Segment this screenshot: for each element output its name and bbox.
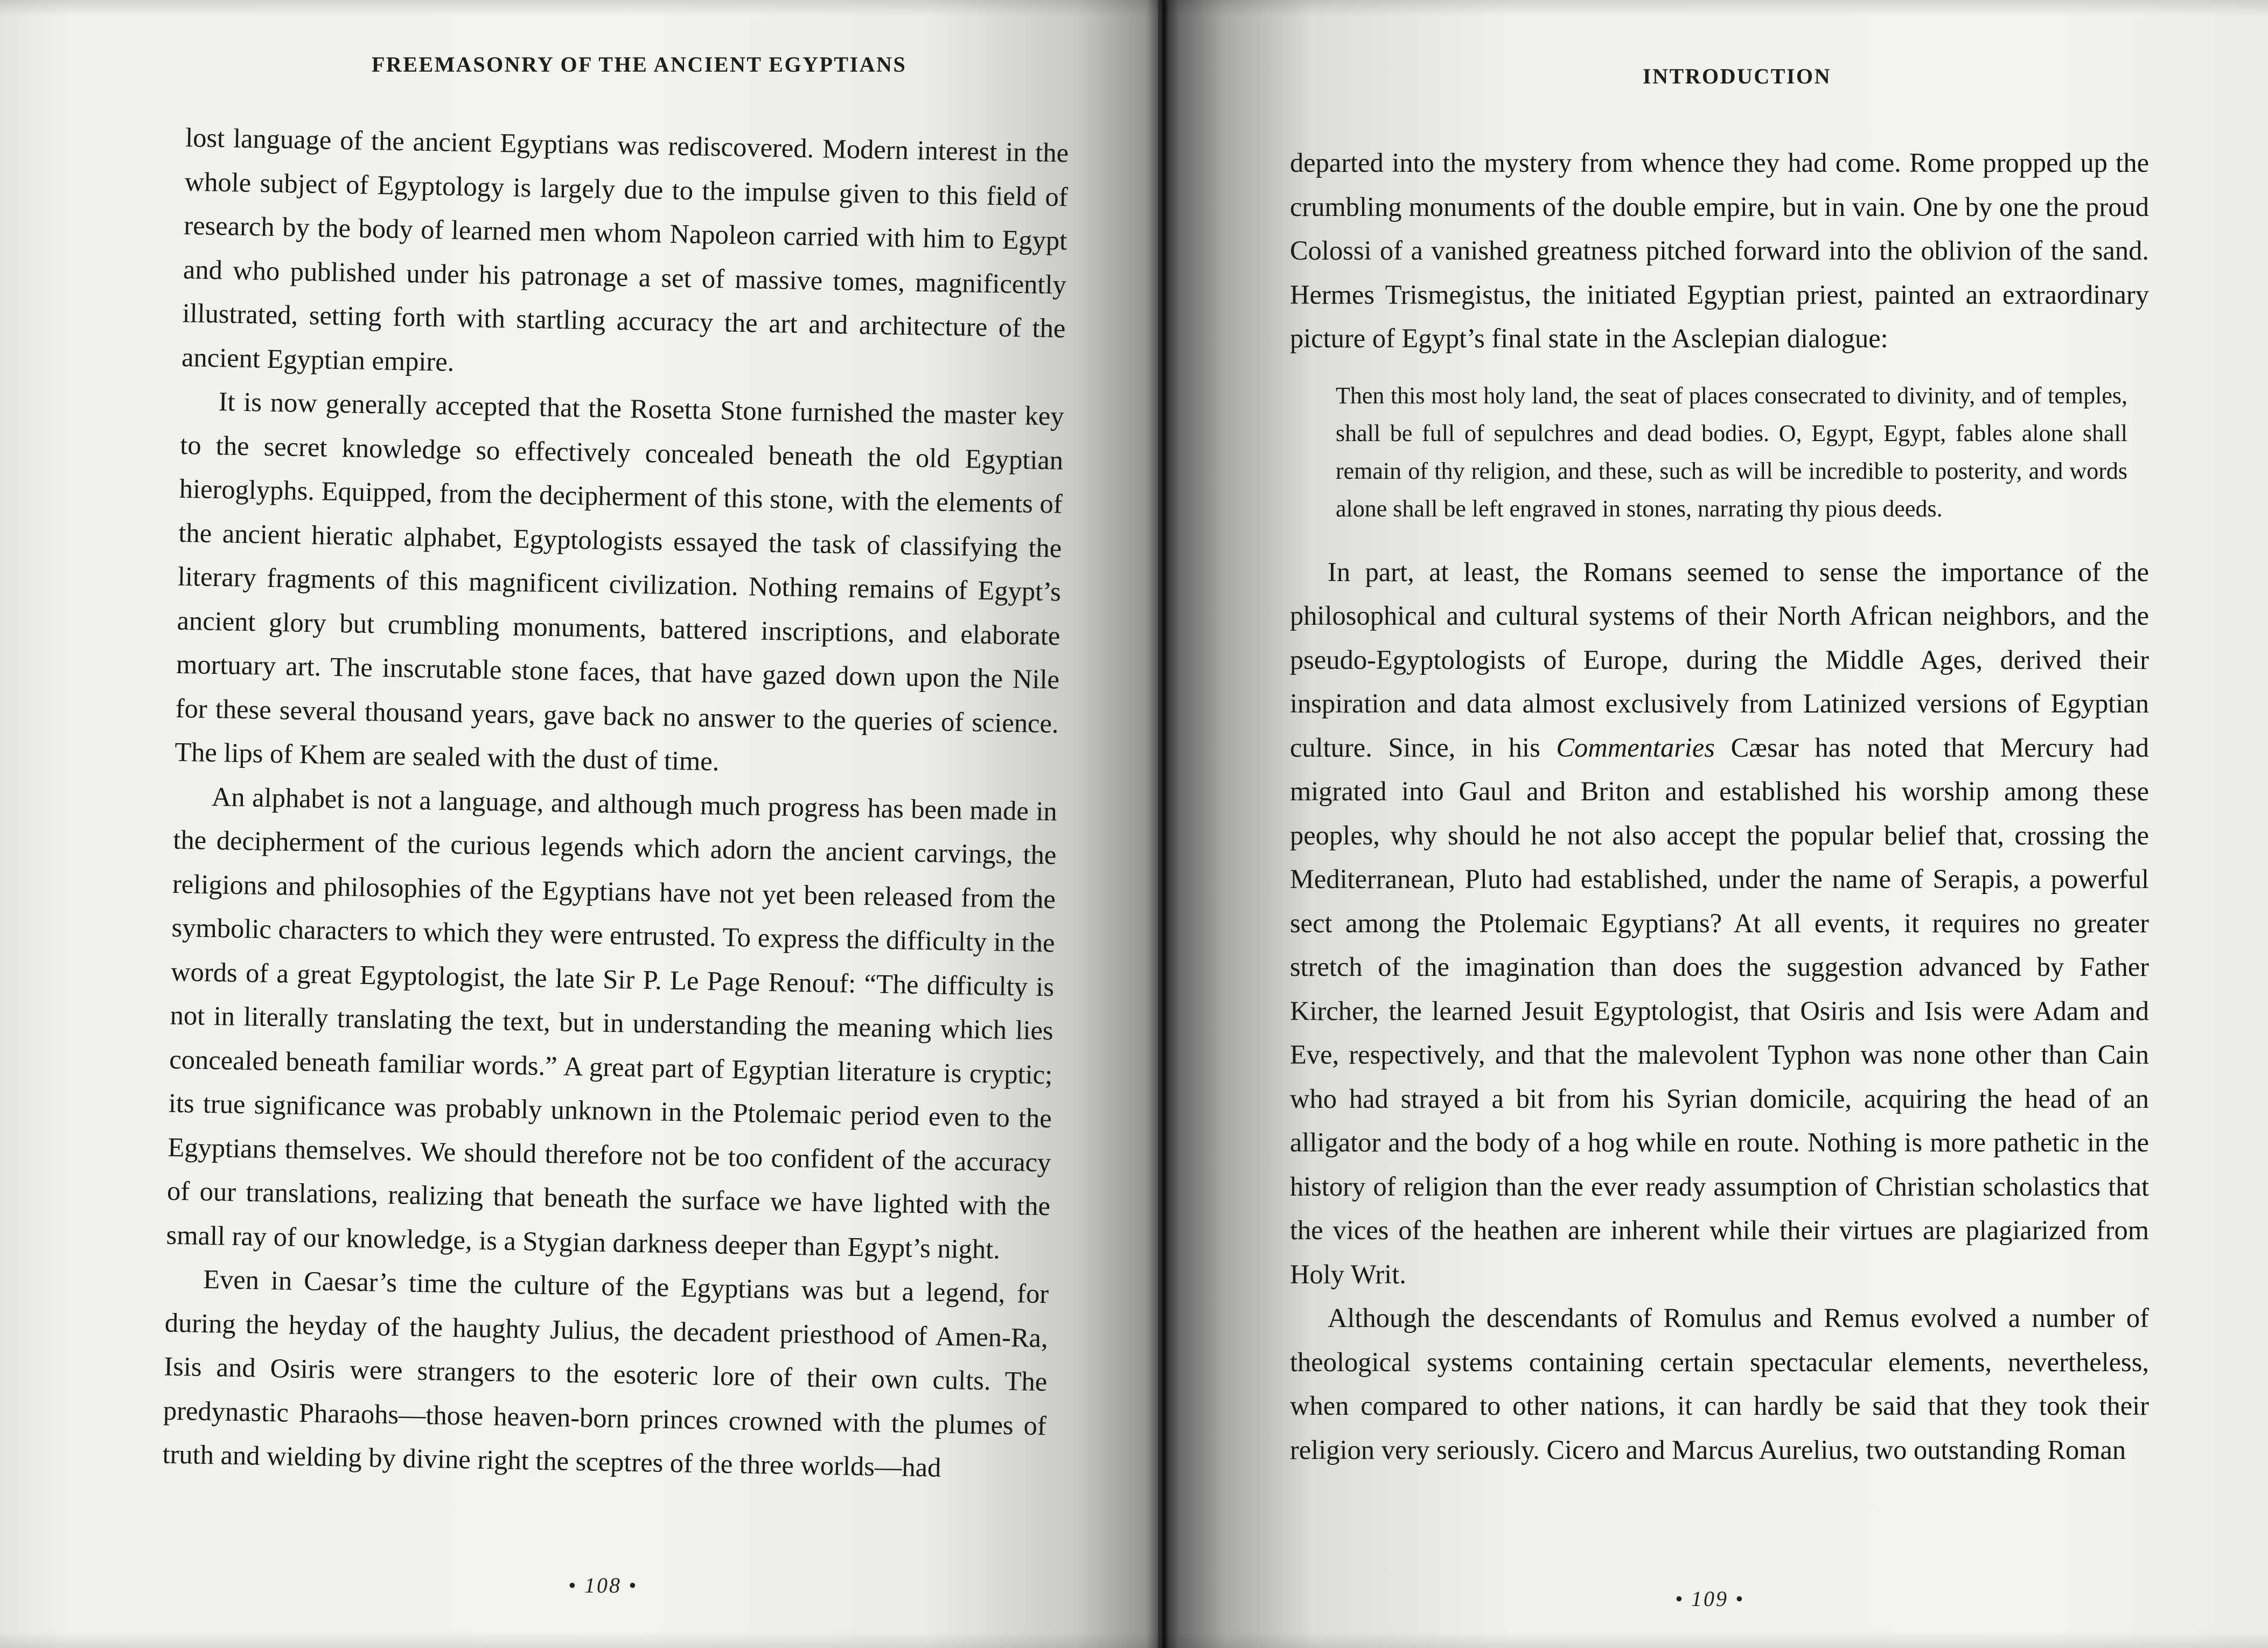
bottom-edge-shadow (0, 1632, 2268, 1648)
paragraph: Even in Caesar’s time the culture of the Egyptians was but a legend, for during the heyday of the haughty Julius, the decadent priesthood of Amen-Ra, Isis and Osiris were strangers to the esoteric lore of their own cults. The predynastic Pharaohs—those heaven-born princes crowned with the plumes of truth and wielding by divine right the sceptres of the three worlds—had (162, 1263, 1049, 1483)
paragraph: departed into the mystery from whence they had come. Rome propped up the crumbling monuments of the double empire, but in vain. One by one the proud Colossi of a vanished greatness pitched forward into the oblivion of the sand. Hermes Trismegistus, the initiated Egyptian priest, painted an extraordinary picture of Egypt’s final state in the Asclepian dialogue: (1290, 148, 2149, 353)
paragraph: lost language of the ancient Egyptians was rediscovered. Modern interest in the whole subject of Egyptology is largely due to the impulse given to this field of research by the body of learned men whom Napoleon carried with him to Egypt and who published under his patronage a set of massive tomes, magnificently illustrated, setting forth with startling accuracy the art and architecture of the ancient Egyptian empire. (181, 122, 1069, 377)
running-head-right: INTRODUCTION (1643, 64, 1832, 88)
block-quote: Then this most holy land, the seat of places consecrated to divinity, and of temples, shall be full of sepulchres and dead bodies. O, Egypt, Egypt, fables alone shall remain of thy religion, and these, such as will be incredible to posterity, and words alone shall be left engraved in stones, narrating thy pious deeds. (1336, 382, 2127, 522)
running-head-left: FREEMASONRY OF THE ANCIENT EGYPTIANS (372, 52, 907, 76)
page-number-left: • 108 • (568, 1573, 638, 1597)
paragraph: It is now generally accepted that the Rosetta Stone furnished the master key to the secret knowledge so effectively concealed beneath the old Egyptian hieroglyphs. Equipped, from the decipherment of this stone, with the elements of the ancient hieratic alphabet, Egyptologists essayed the task of classifying the literary fragments of this magnificent civilization. Nothing remains of Egypt’s ancient glory but crumbling monuments, battered inscriptions, and elaborate mortuary art. The inscrutable stone faces, that have gazed down upon the Nile for these several thousand years, gave back no answer to the queries of science. The lips of Khem are sealed with the dust of time. (174, 386, 1065, 777)
italic-title: Commentaries (1556, 732, 1715, 763)
paragraph: Although the descendants of Romulus and Remus evolved a number of theological systems containing certain spectacular elements, nevertheless, when compared to other nations, it can hardly be said that they took their religion very seriously. Cicero and Marcus Aurelius, two outstanding Roman (1290, 1303, 2149, 1465)
right-page-body (1290, 141, 2149, 1472)
book-gutter-shadow (1146, 0, 1178, 1648)
paragraph-text: Cæsar has noted that Mercury had migrated into Gaul and Briton and established his worship among these peoples, why should he not also accept the popular belief that, crossing the Mediterranean, Pluto had established, under the name of Serapis, a powerful sect among the Ptolemaic Egyptians? At all events, it requires no greater stretch of the imagination than does the suggestion advanced by Father Kircher, the learned Jesuit Egyptologist, that Osiris and Isis were Adam and Eve, respectively, and that the malevolent Typhon was none other than Cain who had strayed a bit from his Syrian domicile, acquiring the head of an alligator and the body of a hog while en route. Nothing is more pathetic in the history of religion than the ever ready assumption of Christian scholastics that the vices of the heathen are inherent while their virtues are plagiarized from Holy Writ. (1290, 732, 2149, 1289)
left-page-body (162, 116, 1069, 1492)
paragraph (1290, 550, 2149, 1297)
paragraph-text: In part, at least, the Romans seemed to sense the importance of the philosophical and cultural systems of their North African neighbors, and the pseudo-Egyptologists of Europe, during the Middle Ages, derived their inspiration and data almost exclusively from Latinized versions of Egyptian culture. Since, in his (1290, 556, 2149, 763)
paragraph: An alphabet is not a language, and although much progress has been made in the decipherment of the curious legends which adorn the ancient carvings, the religions and philosophies of the Egyptians have not yet been released from the symbolic characters to which they were entrusted. To express the difficulty in the words of a great Egyptologist, the late Sir P. Le Page Renouf: “The difficulty is not in literally translating the text, but in understanding the meaning which lies concealed beneath familiar words.” A great part of Egyptian literature is cryptic; its true significance was probably unknown in the Ptolemaic period even to the Egyptians themselves. We should therefore not be too confident of the accuracy of our translations, realizing that beneath the surface we have lighted with the small ray of our knowledge, is a Stygian darkness deeper than Egypt’s night. (166, 781, 1058, 1265)
top-edge-shadow (0, 0, 2268, 16)
right-page (1158, 0, 2268, 1648)
page-number-right: • 109 • (1675, 1587, 1745, 1611)
